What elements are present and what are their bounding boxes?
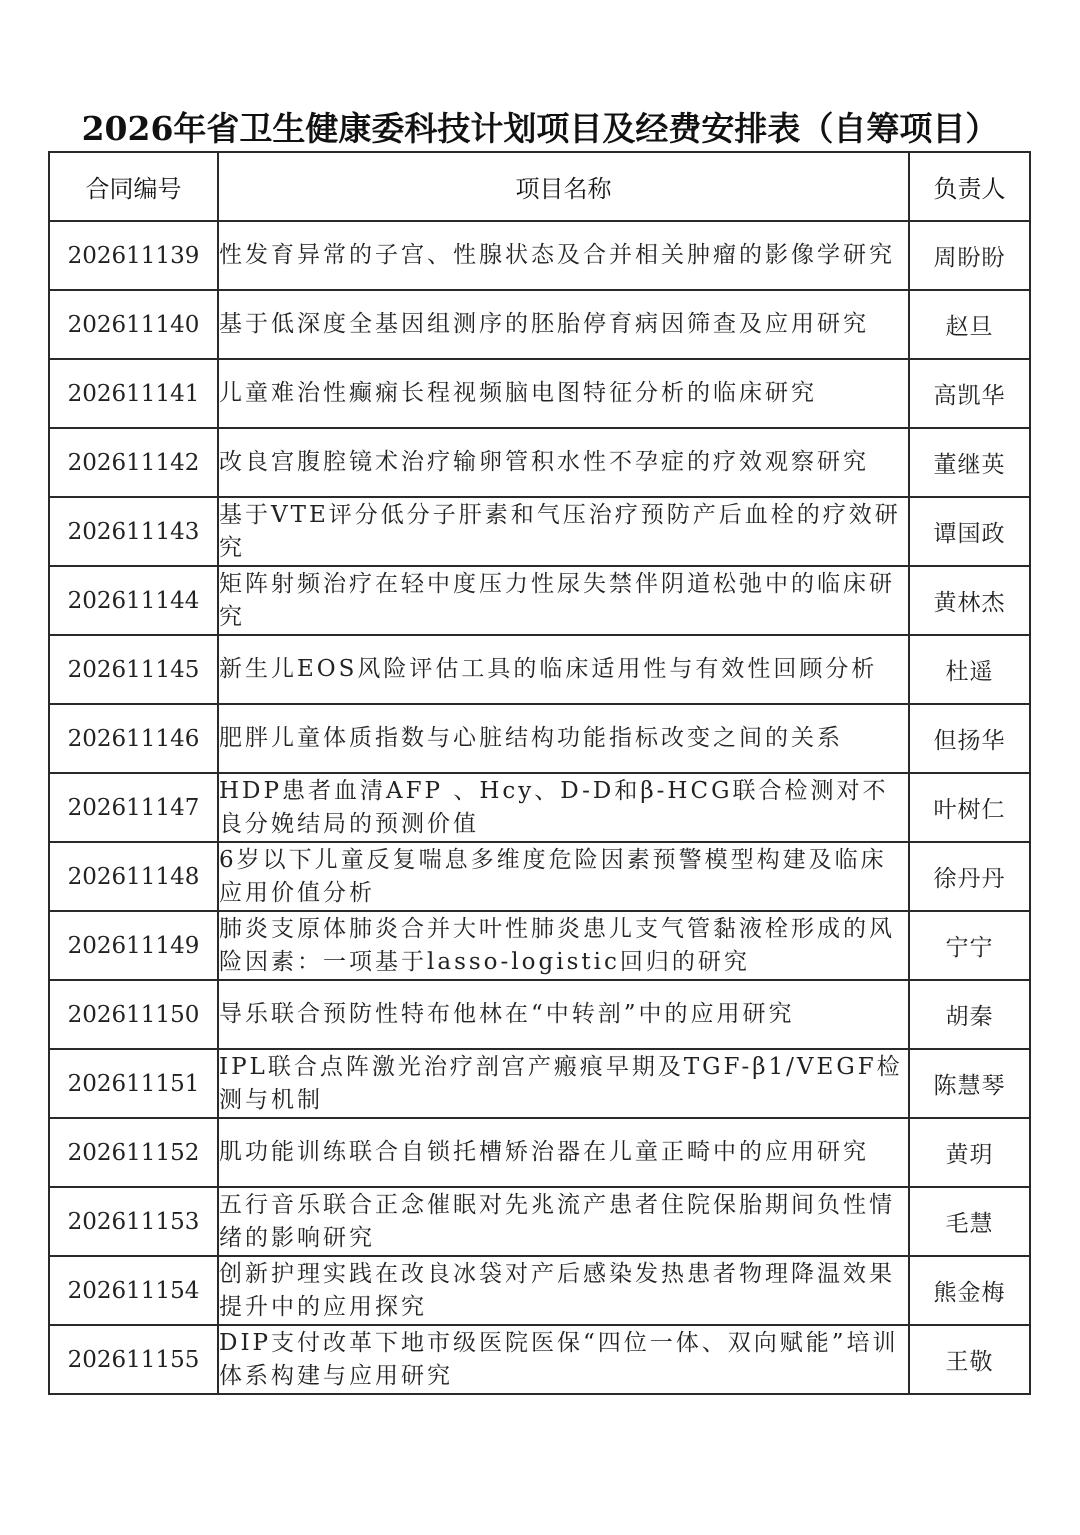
- project-name-cell: 肥胖儿童体质指数与心脏结构功能指标改变之间的关系: [218, 704, 909, 773]
- contract-no-cell: 202611153: [49, 1187, 218, 1256]
- project-name-cell: HDP患者血清AFP 、Hcy、D-D和β-HCG联合检测对不良分娩结局的预测价值: [218, 773, 909, 842]
- owner-cell: 但扬华: [909, 704, 1030, 773]
- owner-cell: 胡秦: [909, 980, 1030, 1049]
- table-row: [49, 1325, 1030, 1394]
- contract-no-cell: 202611150: [49, 980, 218, 1049]
- table-row: [49, 1118, 1030, 1187]
- table-row: [49, 635, 1030, 704]
- header-project-name: 项目名称: [218, 152, 909, 221]
- table-row: [49, 221, 1030, 290]
- project-name-cell: 创新护理实践在改良冰袋对产后感染发热患者物理降温效果提升中的应用探究: [218, 1256, 909, 1325]
- table-row: [49, 359, 1030, 428]
- table-row: [49, 1049, 1030, 1118]
- project-table: [48, 151, 1031, 1395]
- table-row: [49, 1187, 1030, 1256]
- project-name-cell: 性发育异常的子宫、性腺状态及合并相关肿瘤的影像学研究: [218, 221, 909, 290]
- owner-cell: 谭国政: [909, 497, 1030, 566]
- owner-cell: 王敬: [909, 1325, 1030, 1394]
- table-row: [49, 842, 1030, 911]
- table-row: [49, 1256, 1030, 1325]
- table-row: [49, 497, 1030, 566]
- contract-no-cell: 202611149: [49, 911, 218, 980]
- owner-cell: 宁宁: [909, 911, 1030, 980]
- table-row: [49, 290, 1030, 359]
- table-row: [49, 911, 1030, 980]
- header-row: [49, 152, 1030, 221]
- project-name-cell: 基于低深度全基因组测序的胚胎停育病因筛查及应用研究: [218, 290, 909, 359]
- contract-no-cell: 202611145: [49, 635, 218, 704]
- contract-no-cell: 202611151: [49, 1049, 218, 1118]
- document-title: 2026年省卫生健康委科技计划项目及经费安排表（自筹项目）: [81, 109, 999, 148]
- table-row: [49, 704, 1030, 773]
- project-name-cell: 新生儿EOS风险评估工具的临床适用性与有效性回顾分析: [218, 635, 909, 704]
- owner-cell: 周盼盼: [909, 221, 1030, 290]
- contract-no-cell: 202611152: [49, 1118, 218, 1187]
- contract-no-cell: 202611146: [49, 704, 218, 773]
- table-row: [49, 566, 1030, 635]
- owner-cell: 赵旦: [909, 290, 1030, 359]
- table-header: [49, 152, 1030, 221]
- table-row: [49, 428, 1030, 497]
- owner-cell: 陈慧琴: [909, 1049, 1030, 1118]
- contract-no-cell: 202611143: [49, 497, 218, 566]
- project-name-cell: 矩阵射频治疗在轻中度压力性尿失禁伴阴道松弛中的临床研究: [218, 566, 909, 635]
- project-name-cell: 肺炎支原体肺炎合并大叶性肺炎患儿支气管黏液栓形成的风险因素：一项基于lasso-logistic回归的研究: [218, 911, 909, 980]
- project-name-cell: 改良宫腹腔镜术治疗输卵管积水性不孕症的疗效观察研究: [218, 428, 909, 497]
- project-name-cell: 肌功能训练联合自锁托槽矫治器在儿童正畸中的应用研究: [218, 1118, 909, 1187]
- project-name-cell: 基于VTE评分低分子肝素和气压治疗预防产后血栓的疗效研究: [218, 497, 909, 566]
- owner-cell: 高凯华: [909, 359, 1030, 428]
- owner-cell: 熊金梅: [909, 1256, 1030, 1325]
- contract-no-cell: 202611140: [49, 290, 218, 359]
- contract-no-cell: 202611139: [49, 221, 218, 290]
- owner-cell: 黄玥: [909, 1118, 1030, 1187]
- project-name-cell: DIP支付改革下地市级医院医保“四位一体、双向赋能”培训体系构建与应用研究: [218, 1325, 909, 1394]
- table-body: [49, 221, 1030, 1394]
- table-row: [49, 980, 1030, 1049]
- project-name-cell: 儿童难治性癫痫长程视频脑电图特征分析的临床研究: [218, 359, 909, 428]
- contract-no-cell: 202611141: [49, 359, 218, 428]
- owner-cell: 杜遥: [909, 635, 1030, 704]
- owner-cell: 叶树仁: [909, 773, 1030, 842]
- project-name-cell: 导乐联合预防性特布他林在“中转剖”中的应用研究: [218, 980, 909, 1049]
- contract-no-cell: 202611144: [49, 566, 218, 635]
- table-row: [49, 773, 1030, 842]
- project-name-cell: IPL联合点阵激光治疗剖宫产瘢痕早期及TGF-β1/VEGF检测与机制: [218, 1049, 909, 1118]
- contract-no-cell: 202611154: [49, 1256, 218, 1325]
- header-contract-no: 合同编号: [49, 152, 218, 221]
- header-owner: 负责人: [909, 152, 1030, 221]
- owner-cell: 董继英: [909, 428, 1030, 497]
- owner-cell: 徐丹丹: [909, 842, 1030, 911]
- contract-no-cell: 202611148: [49, 842, 218, 911]
- owner-cell: 黄林杰: [909, 566, 1030, 635]
- owner-cell: 毛慧: [909, 1187, 1030, 1256]
- project-name-cell: 6岁以下儿童反复喘息多维度危险因素预警模型构建及临床应用价值分析: [218, 842, 909, 911]
- project-name-cell: 五行音乐联合正念催眠对先兆流产患者住院保胎期间负性情绪的影响研究: [218, 1187, 909, 1256]
- contract-no-cell: 202611147: [49, 773, 218, 842]
- contract-no-cell: 202611155: [49, 1325, 218, 1394]
- contract-no-cell: 202611142: [49, 428, 218, 497]
